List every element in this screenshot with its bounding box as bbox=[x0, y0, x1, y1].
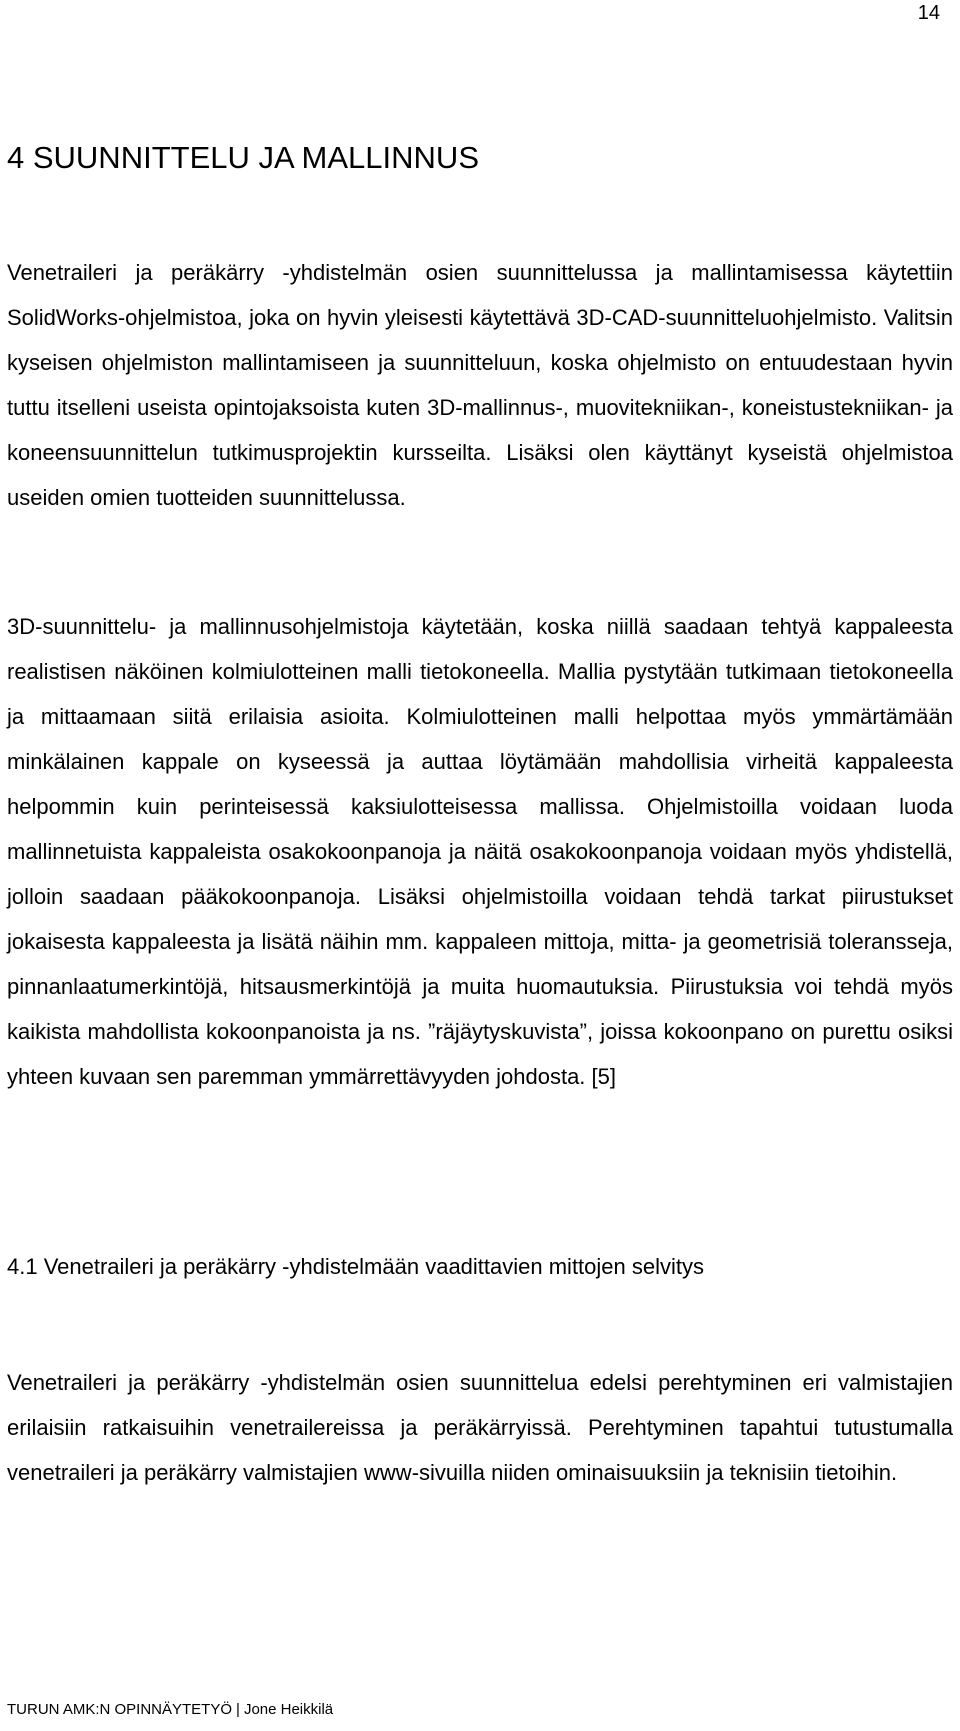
section-heading: 4.1 Venetraileri ja peräkärry -yhdistelmään vaadittavien mittojen selvitys bbox=[7, 1254, 704, 1279]
page-number: 14 bbox=[917, 2, 940, 24]
footer-author: Jone Heikkilä bbox=[243, 1701, 334, 1718]
chapter-heading: 4 SUUNNITTELU JA MALLINNUS bbox=[7, 140, 479, 175]
footer-org: TURUN AMK:N OPINNÄYTETYÖ bbox=[7, 1701, 233, 1718]
page-footer bbox=[7, 1701, 333, 1718]
paragraph-modeling: 3D-suunnittelu- ja mallinnusohjelmistoja käytetään, koska niillä saadaan tehtyä kappaleesta realistisen näköinen kolmiulotteinen malli tietokoneella. Mallia pystytään tutkimaan tietokoneella ja mittaamaan siitä erilaisia asioita. Kolmiulotteinen malli helpottaa myös ymmärtämään minkälainen kappale on kyseessä ja auttaa löytämään mahdollisia virheitä kappaleesta helpommin kuin perinteisessä kaksiulotteisessa mallissa. Ohjelmistoilla voidaan luoda mallinnetuista kappaleista osakokoonpanoja ja näitä osakokoonpanoja voidaan myös yhdistellä, jolloin saadaan pääkokoonpanoja. Lisäksi ohjelmistoilla voidaan tehdä tarkat piirustukset jokaisesta kappaleesta ja lisätä näihin mm. kappaleen mittoja, mitta- ja geometrisiä toleransseja, pinnanlaatumerkintöjä, hitsausmerkintöjä ja muita huomautuksia. Piirustuksia voi tehdä myös kaikista mahdollista kokoonpanoista ja ns. ”räjäytyskuvista”, joissa kokoonpano on purettu osiksi yhteen kuvaan sen paremman ymmärrettävyyden johdosta. [5] bbox=[7, 614, 953, 1089]
paragraph-research: Venetraileri ja peräkärry -yhdistelmän osien suunnittelua edelsi perehtyminen eri valmistajien erilaisiin ratkaisuihin venetrailereissa ja peräkärryissä. Perehtyminen tapahtui tutustumalla venetraileri ja peräkärry valmistajien www-sivuilla niiden ominaisuuksiin ja teknisiin tietoihin. bbox=[7, 1370, 953, 1485]
footer-separator: | bbox=[236, 1701, 240, 1718]
paragraph-intro: Venetraileri ja peräkärry -yhdistelmän osien suunnittelussa ja mallintamisessa käytettiin SolidWorks-ohjelmistoa, joka on hyvin yleisesti käytettävä 3D-CAD-suunnitteluohjelmisto. Valitsin kyseisen ohjelmiston mallintamiseen ja suunnitteluun, koska ohjelmisto on entuudestaan hyvin tuttu itselleni useista opintojaksoista kuten 3D-mallinnus-, muovitekniikan-, koneistustekniikan- ja koneensuunnittelun tutkimusprojektin kursseilta. Lisäksi olen käyttänyt kyseistä ohjelmistoa useiden omien tuotteiden suunnittelussa. bbox=[7, 260, 953, 510]
